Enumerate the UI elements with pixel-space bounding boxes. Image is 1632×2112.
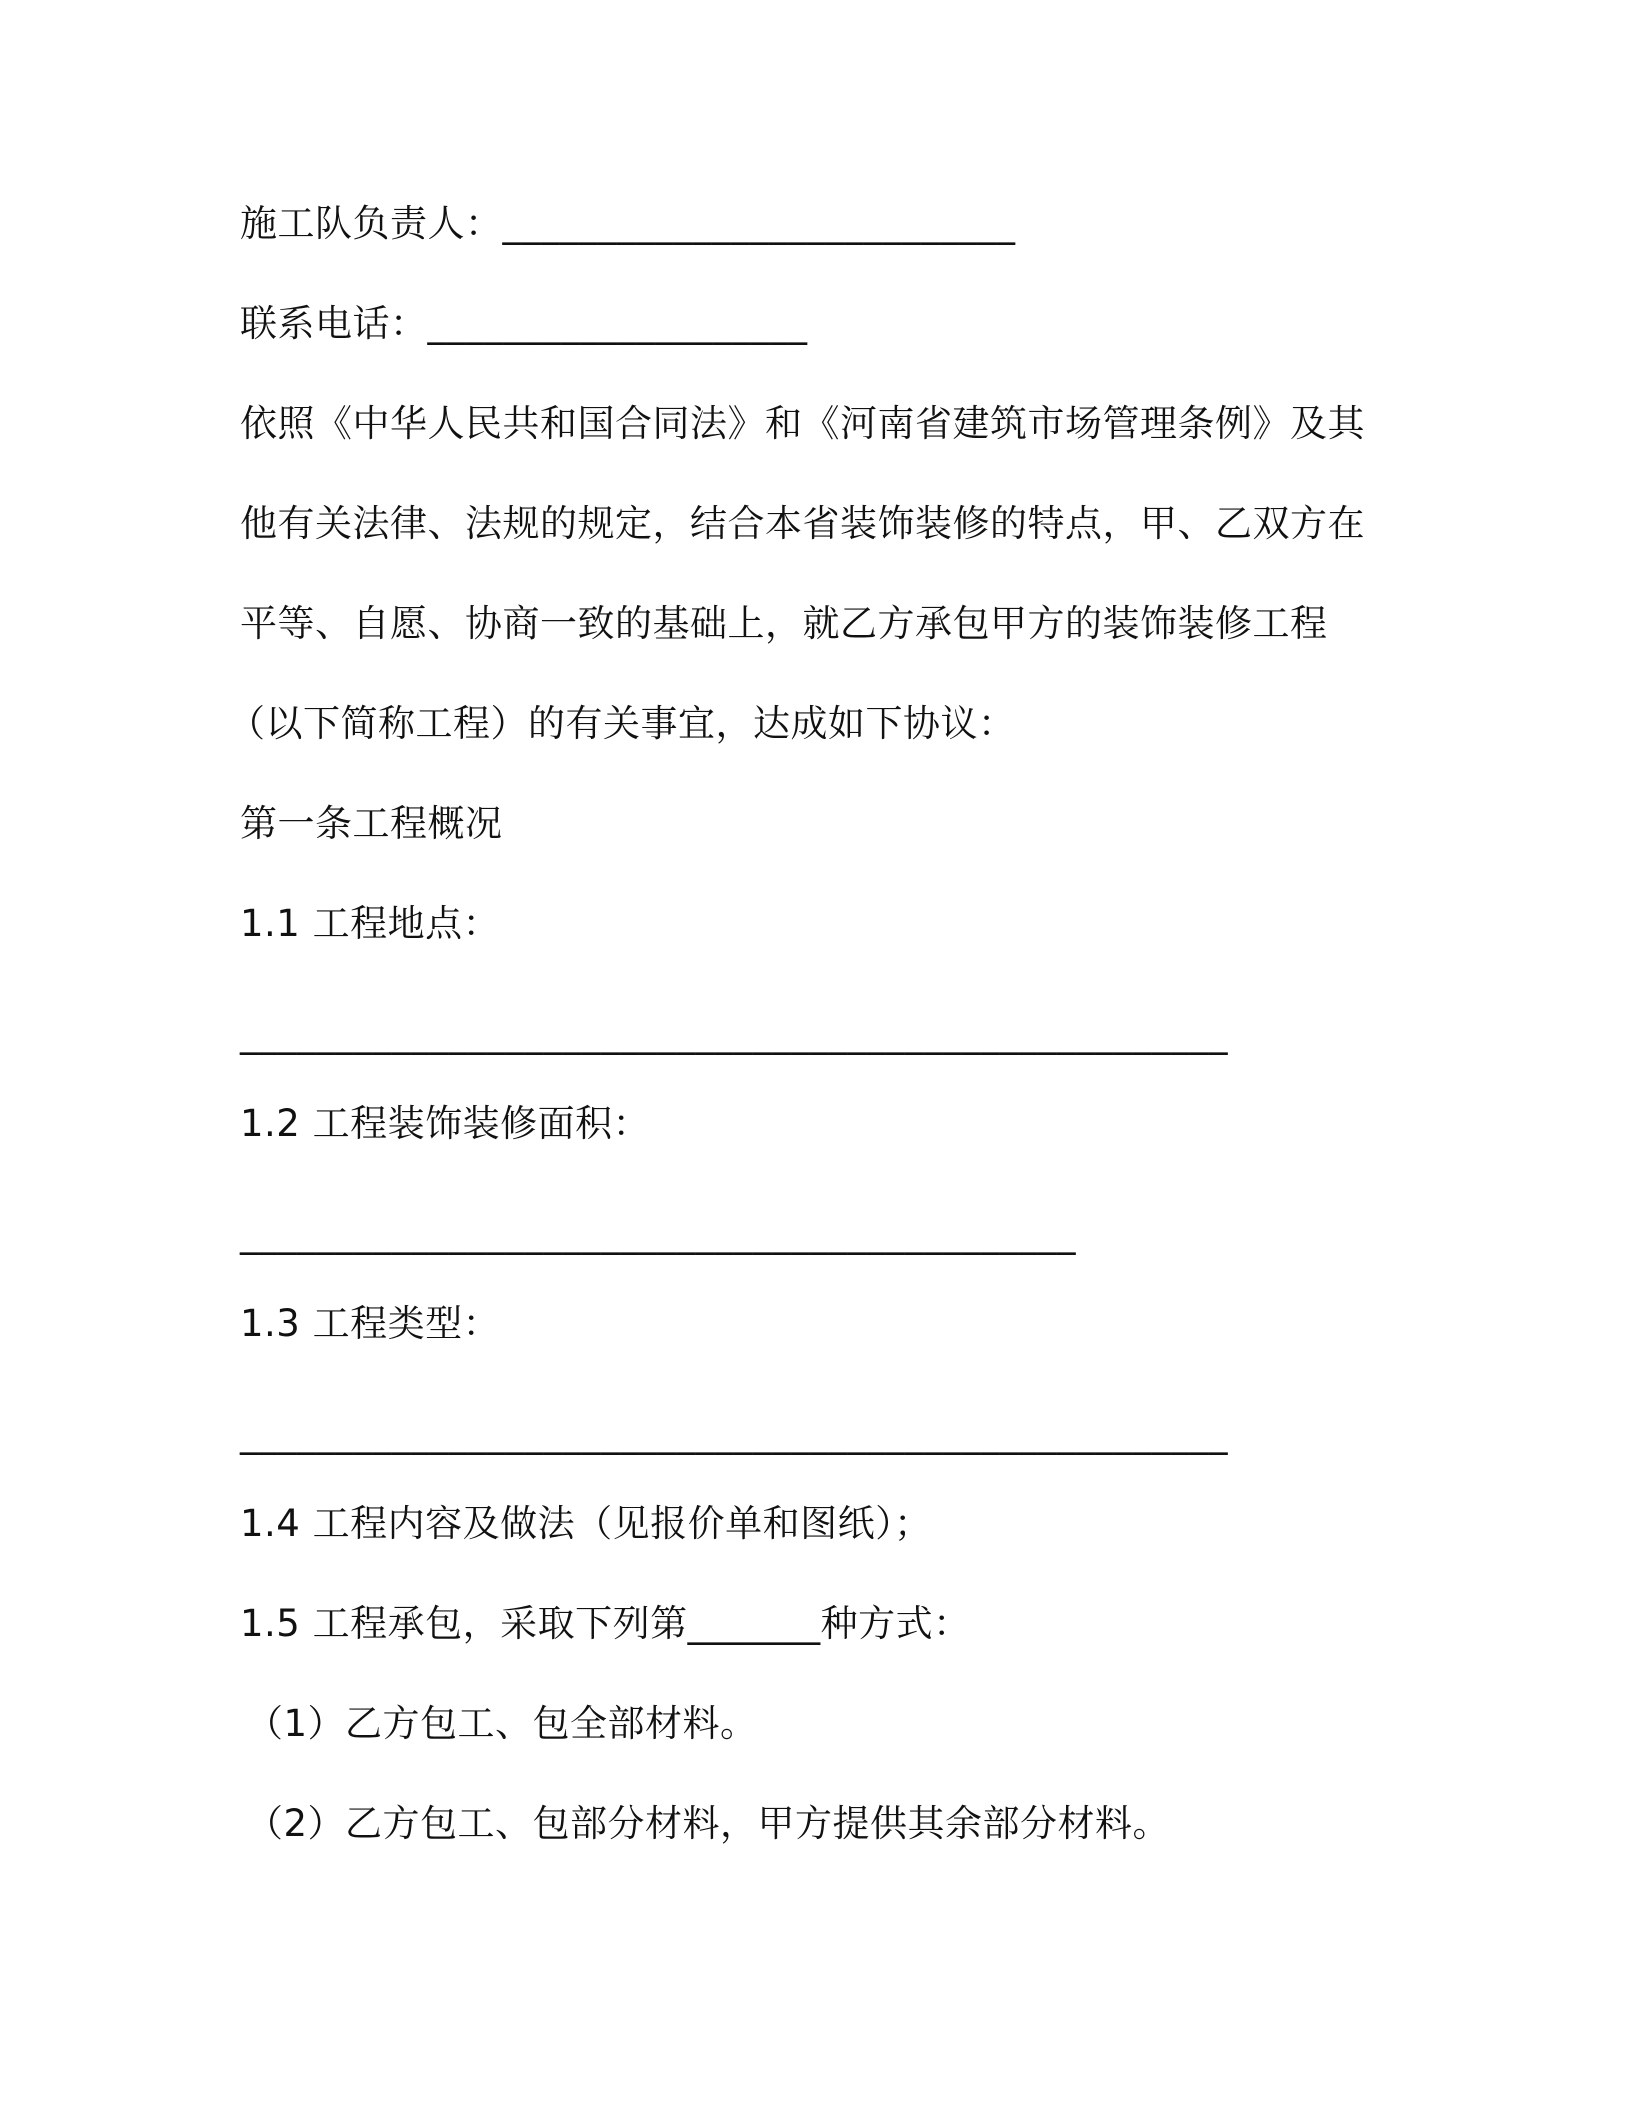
clause-1-2-blank: ____________________________________________: [240, 1212, 1076, 1255]
clause-1-1-label: 1.1 工程地点：: [240, 902, 501, 945]
option-1: （1）乙方包工、包全部材料。: [246, 1702, 758, 1745]
preamble-line-1: 依照《中华人民共和国合同法》和《河南省建筑市场管理条例》及其: [240, 402, 1365, 445]
clause-1-4: 1.4 工程内容及做法（见报价单和图纸）；: [240, 1502, 932, 1545]
clause-1-2-label: 1.2 工程装饰装修面积：: [240, 1102, 651, 1145]
preamble-line-3: 平等、自愿、协商一致的基础上，就乙方承包甲方的装饰装修工程: [240, 602, 1328, 645]
phone-line: 联系电话：____________________: [240, 302, 808, 345]
preamble-line-4: （以下简称工程）的有关事宜，达成如下协议：: [228, 702, 1016, 745]
clause-1-3-blank: ____________________________________________________: [240, 1412, 1228, 1455]
option-2: （2）乙方包工、包部分材料，甲方提供其余部分材料。: [246, 1802, 1171, 1845]
clause-1-5: 1.5 工程承包，采取下列第_______种方式：: [240, 1602, 971, 1645]
clause-1-1-blank: ____________________________________________________: [240, 1012, 1228, 1055]
article-1-heading: 第一条工程概况: [240, 802, 503, 845]
clause-1-3-label: 1.3 工程类型：: [240, 1302, 501, 1345]
preamble-line-2: 他有关法律、法规的规定，结合本省装饰装修的特点，甲、乙双方在: [240, 502, 1365, 545]
team-leader-line: 施工队负责人：___________________________: [240, 202, 1016, 245]
